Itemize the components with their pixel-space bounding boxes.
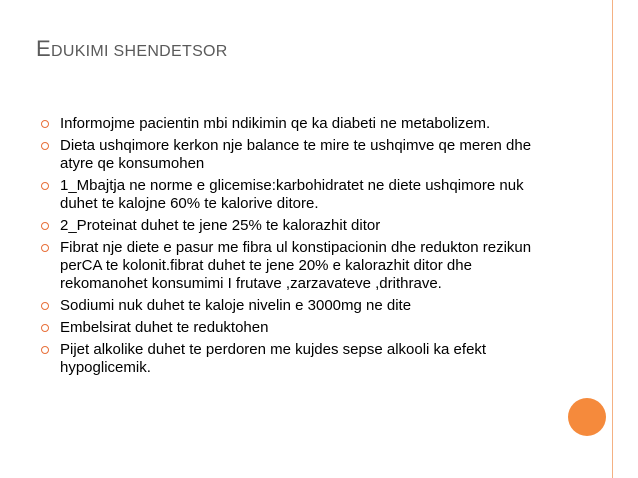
bullet-ring-icon: [36, 319, 60, 337]
bullet-text: Pijet alkolike duhet te perdoren me kujdes sepse alkooli ka efekt hypoglicemik.: [60, 341, 487, 376]
bullet-ring-icon: [36, 297, 60, 315]
slide-title-initial: E: [36, 36, 51, 61]
bullet-item: [36, 341, 556, 377]
bullet-text: Embelsirat duhet te reduktohen: [60, 319, 269, 336]
bullet-ring-icon: [36, 177, 60, 195]
bullet-item: [36, 115, 556, 133]
bullet-text: Sodiumi nuk duhet te kaloje nivelin e 3000mg ne dite: [60, 297, 412, 314]
bullet-text: 2_Proteinat duhet te jene 25% te kalorazhit ditor: [60, 217, 381, 234]
orange-circle-decoration: [568, 398, 606, 436]
bullet-item: [36, 297, 556, 315]
bullet-ring-icon: [36, 217, 60, 235]
bullet-text: 1_Mbajtja ne norme e glicemise:karbohidratet ne diete ushqimore nuk duhet te kalojne 60% te kalorive ditore.: [60, 177, 524, 212]
bullet-text: Informojme pacientin mbi ndikimin qe ka diabeti ne metabolizem.: [60, 115, 491, 132]
bullet-ring-icon: [36, 115, 60, 133]
slide-title-rest: DUKIMI SHENDETSOR: [50, 43, 228, 60]
bullet-ring-icon: [36, 239, 60, 257]
bullet-text: Dieta ushqimore kerkon nje balance te mire te ushqimve qe meren dhe atyre qe konsumohen: [60, 137, 532, 172]
bullet-text: Fibrat nje diete e pasur me fibra ul konstipacionin dhe redukton rezikun perCA te kolonit.fibrat duhet te jene 20% e kalorazhit ditor dhe rekomanohet konsumimi I frutave ,zarzavateve ,drithrave.: [60, 239, 532, 292]
bullet-item: [36, 217, 556, 235]
bullet-item: [36, 239, 556, 293]
bullet-list: [36, 115, 556, 381]
bullet-ring-icon: [36, 341, 60, 359]
bullet-item: [36, 177, 556, 213]
slide-title: [36, 36, 228, 62]
bullet-item: [36, 137, 556, 173]
bullet-item: [36, 319, 556, 337]
right-divider-line: [612, 0, 613, 478]
bullet-ring-icon: [36, 137, 60, 155]
